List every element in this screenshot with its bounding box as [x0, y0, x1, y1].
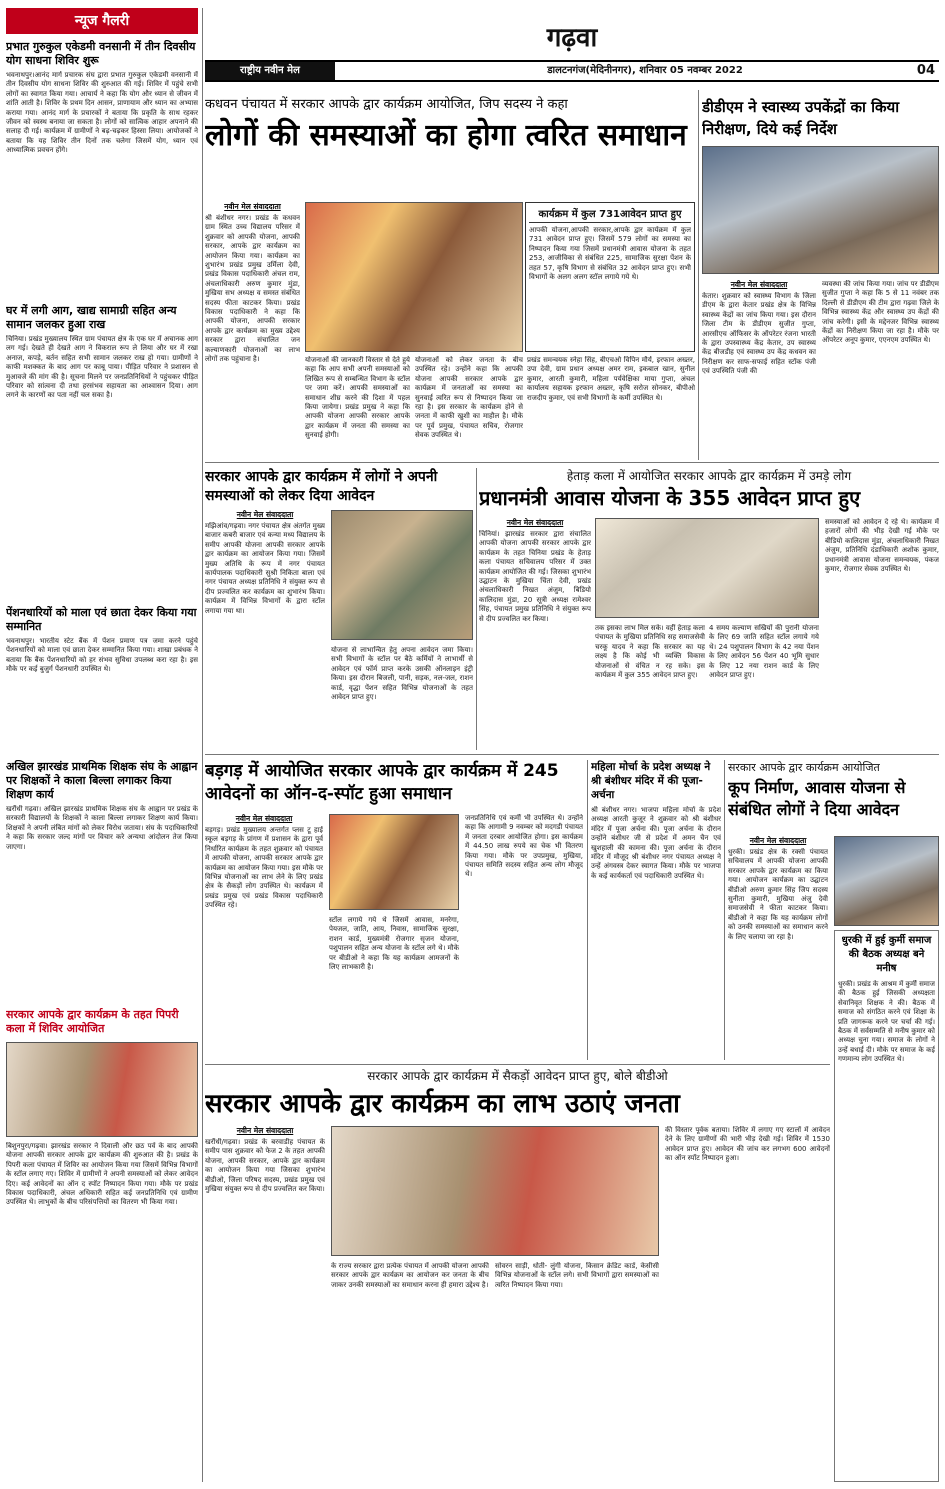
pmay-headline: प्रधानमंत्री आवास योजना के 355 आवेदन प्राप्त हुए — [479, 486, 861, 510]
sidebar-story-teachers-headline: अखिल झारखंड प्राथमिक शिक्षक संघ के आह्वान पर शिक्षकों ने काला बिल्ला लगाकर किया शिक्षण कार्य — [6, 760, 198, 801]
ddm-story — [702, 96, 939, 456]
samasya-col1-text: मझिआंव/गढ़वा। नगर पंचायत क्षेत्र अंतर्गत मुख्य बाजार कबरी बाजार एवं कन्या मध्य विद्यालय के समीप आपकी योजना आपकी सरकार आपके द्वार कार्यक्रम का आयोजन किया गया। जिसमें मुख्य अतिथि के रूप में नगर पंचायत कार्यपालक पदाधिकारी सुश्री निकिता बाला एवं नगर पंचायत अध्यक्ष प्रतिनिधि ने संयुक्त रूप से दीप प्रज्वलित कर कार्यक्रम का शुभारंभ किया। कार्यक्रम में विभिन्न विभागों के द्वारा स्टॉल लगाया गया था। — [205, 522, 325, 615]
lead-kicker: कधवन पंचायत में सरकार आपके द्वार कार्यक्रम आयोजित, जिप सदस्य ने कहा — [205, 97, 568, 112]
bottom-col2: के राज्य सरकार द्वारा प्रत्येक पंचायत में आपकी योजना आपकी सरकार आपके द्वार कार्यक्रम का आयोजन कर जनता के बीच जाकर उनकी समस्याओं का समाधान करना ही हमारा उद्देश्य है। — [331, 1262, 489, 1289]
dateline: डालटनगंज(मेदिनीनगर), शनिवार 05 नवम्बर 2022 — [547, 65, 743, 76]
ddm-col1-text: केतार। शुक्रवार को स्वास्थ्य विभाग के जिला डीएम के द्वारा केतार प्रखंड क्षेत्र के विभिन्न स्वास्थ्य केंद्रों का जांच किया गया। इस दौरान जिला टीम के डीडीएम सुजीत गुप्ता, आरसीएच ऑफिसर के ऑपरेटर रंजना भारती के द्वारा उपस्वास्थ्य केंद्र केतार, उप स्वास्थ्य केंद्र बीजडीह एवं स्वास्थ्य उप केंद्र कधवन का निरीक्षण कर साफ-सफाई सहित स्टॉक पंजी एवं उपस्थिति पंजी की — [702, 292, 816, 376]
mid-divider-3 — [724, 760, 725, 1060]
lead-col2: योजनाओं की जानकारी विस्तार से देते हुये कहा कि आप सभी अपनी समस्याओं को लिखित रूप से सम्बन्धित विभाग के स्टॉल पर जमा करें। आपकी समस्याओं का समाधान शीघ्र करने की दिशा में पहल किया जायेगा। प्रखंड प्रमुख ने कहा कि आपकी योजना आपकी सरकार आपके द्वार कार्यक्रम में जनता की समस्या का सुनवाई होगी। — [305, 356, 410, 440]
mahila-story — [591, 760, 721, 1060]
sidebar-story-fire — [6, 304, 198, 604]
page-number: 04 — [916, 63, 935, 78]
lead-col1-text: श्री बंशीधर नगर। प्रखंड के कधवन ग्राम स्थित उच्च विद्यालय परिसर में शुक्रवार को आपकी योजना, आपकी सरकार, आपके द्वार कार्यक्रम का आयोजन किया गया। कार्यक्रम का शुभारंभ प्रखंड प्रमुख उर्मिला देवी, प्रखंड विकास पदाधिकारी अंचल राम, अंचलाधिकारी अरुण कुमार मुंडा, मुखिया सभ अध्यक्ष व समस्त संबंधित सदस्य फीता काटकर किया। प्रखंड विकास पदाधिकारी ने कहा कि आपकी योजना, आपकी सरकार आपके द्वार कार्यक्रम का मुख्य उद्देश्य सरकार द्वारा संचालित जन कल्याणकारी योजनाओं का लाभ लोगों तक पहुंचाना है। — [205, 214, 300, 364]
lead-photo — [305, 202, 523, 352]
bottom-headline: सरकार आपके द्वार कार्यक्रम का लाभ उठाएं जनता — [205, 1089, 680, 1119]
sidebar-story-pension — [6, 606, 198, 776]
pmay-col4: 4 समय कल्याण सखियों की पुरानी योजना के लिए 69 जाति सहित स्टॉल लगाये गये थे। 24 पशुपालन विभाग के 42 नया पेंशन के लिए आवेदन 56 पेंशन 40 भूमि सुधार के लिए 12 नया राशन कार्ड के लिए आवेदन प्राप्त हुए। — [709, 624, 819, 680]
badgad-col3: जनप्रतिनिधि एवं कर्मी भी उपस्थित थे। उन्होंने कहा कि आगामी 9 नवम्बर को मदगडी पंचायत में जनता दरबार आयोजित होगा। इस कार्यक्रम में 44.50 लाख रुपये का चेक भी वितरण किया गया। मौके पर उपप्रमुख, मुखिया, पंचायत समिति सदस्य सहित अन्य लोग मौजूद थे। — [465, 814, 583, 879]
sidebar-story-pension-headline: पेंशनधारियों को माला एवं छाता देकर किया गया सम्मानित — [6, 606, 197, 633]
samasya-headline: सरकार आपके द्वार कार्यक्रम में लोगों ने अपनी समस्याओं को लेकर दिया आवेदन — [205, 469, 438, 504]
sidebar-story-pension-body: भवनाथपुर। भारतीय स्टेट बैंक में पेंशन प्रमाण पत्र जमा करने पहुंचे पेंशनधारियों को माला एवं छाता देकर सम्मानित किया गया। शाखा प्रबंधक ने बताया कि बैंक पेंशनधारियों को हर संभव सुविधा उपलब्ध करा रहा है। इस मौके पर कई बुजुर्ग पेंशनधारी उपस्थित थे। — [6, 637, 198, 674]
ddm-byline: नवीन मेल संवाददाता — [730, 280, 788, 289]
mid-rule — [205, 754, 939, 755]
badgad-headline: बड़गड़ में आयोजित सरकार आपके द्वार कार्यक्रम में 245 आवेदनों का ऑन-द-स्पॉट हुआ समाधान — [205, 761, 559, 804]
sidebar-story-yoga — [6, 40, 198, 340]
kup-col1-text: धुरकी। प्रखंड क्षेत्र के रक्सी पंचायत सचिवालय में आपकी योजना आपकी सरकार आपके द्वार कार्यक्रम का किया गया। आयोजन कार्यक्रम का उद्घाटन बीडीओ अरुण कुमार सिंह जिप सदस्य सुनीता कुमारी, मुखिया अंजु देवी समाजसेवी ने फीता काटकर किया। बीडीओ ने कहा कि यह कार्यक्रम लोगों को उनकी समस्याओं का समाधान करने के लिए चलाया जा रहा है। — [728, 848, 828, 941]
lead-byline: नवीन मेल संवाददाता — [224, 202, 281, 211]
mid-divider-2 — [587, 760, 588, 1060]
pmay-col1-text: चिनियां। झारखंड सरकार द्वारा संचालित आपकी योजना आपकी सरकार आपके द्वार कार्यक्रम के तहत चिनिया प्रखंड के हेताड़ कला पंचायत सचिवालय परिसर में उक्त कार्यक्रम आयोजित की गई। जिसका शुभारंभ उद्घाटन के मुखिया चिंता देवी, प्रखंड अंचलाधिकारी निखत अंजुम, बिडियो कालिदास मुंडा, 20 सूत्री अध्यक्ष रामेश्वर सिंह, पंचायत प्रमुख प्रतिनिधि ने संयुक्त रूप से दीप प्रज्वलित कर किया। — [479, 530, 591, 623]
mahila-body: श्री बंशीधर नगर। भाजपा महिला मोर्चा के प्रदेश अध्यक्ष आरती कुजूर ने शुक्रवार को श्री बंशीधर मंदिर में पूजा अर्चना की। पूजा अर्चना के दौरान उन्होंने बंशीधर जी से प्रदेश में अमन चैन एवं खुशहाली की कामना की। पूजा अर्चना के दौरान मंदिर में मौजूद श्री बंशीधर नगर पंचायत अध्यक्ष ने उन्हें अंगवस्त्र देकर स्वागत किया। मौके पर भाजपा के कई कार्यकर्ता एवं पदाधिकारी उपस्थित थे। — [591, 806, 721, 880]
bottom-story — [205, 1068, 830, 1482]
ddm-col1 — [702, 280, 816, 454]
sidebar-divider — [202, 8, 203, 1482]
badgad-story — [205, 760, 583, 1060]
masthead-bar — [205, 60, 939, 82]
sidebar-story-teachers — [6, 760, 198, 980]
sidebar-story-teachers-body: खरौंधी गढ़वा। अखिल झारखंड प्राथमिक शिक्षक संघ के आह्वान पर प्रखंड के सरकारी विद्यालयों के शिक्षकों ने काला बिल्ला लगाकर शिक्षण कार्य किया। शिक्षकों ने अपनी लंबित मांगों को लेकर विरोध जताया। संघ के पदाधिकारियों ने कहा कि सरकार जल्द मांगों पर विचार करे अन्यथा आंदोलन तेज किया जाएगा। — [6, 805, 198, 851]
kup-byline: नवीन मेल संवाददाता — [749, 836, 807, 845]
count-box-title: कार्यक्रम में कुल 731आवेदन प्राप्त हुए — [529, 206, 691, 223]
bottom-col3: सोवरन साड़ी, धोती- लुंगी योजना, किसान क्रेडिट कार्ड, केसीसी विभिन्न योजनाओं के स्टॉल लगे। सभी विभागों द्वारा समस्याओं का त्वरित निष्पादन किया गया। — [495, 1262, 659, 1289]
samasya-byline: नवीन मेल संवाददाता — [236, 510, 294, 519]
kup-photo — [834, 836, 939, 926]
pmay-photo — [595, 518, 819, 618]
bottom-col4: की विस्तार पूर्वक बताया। शिविर में लगाए गए स्टालों में आवेदन देने के लिए ग्रामीणों की भारी भीड़ देखी गई। शिविर में 1530 आवेदन प्राप्त हुए। आवेदन की जांच कर लगभग 600 आवेदनों का ऑन स्पॉट निष्पादन हुआ। — [665, 1126, 830, 1163]
kurmi-story — [834, 930, 939, 1482]
top-divider — [205, 462, 939, 463]
mahila-headline: महिला मोर्चा के प्रदेश अध्यक्ष ने श्री बंशीधर मंदिर में की पूजा-अर्चना — [591, 761, 711, 801]
top-col-divider — [698, 90, 699, 460]
lead-col1 — [205, 202, 300, 454]
pmay-story — [479, 468, 939, 750]
kurmi-headline: धुरकी में हुई कुर्मी समाज की बैठक अध्यक्ष बने मनीष — [841, 935, 932, 974]
sidebar-story-pipri-headline: सरकार आपके द्वार कार्यक्रम के तहत पिपरी कला में शिविर आयोजित — [6, 1008, 179, 1035]
samasya-photo — [331, 510, 473, 640]
lead-headline: लोगों की समस्याओं का होगा त्वरित समाधान — [205, 118, 687, 153]
pmay-col2: तक इसका लाभ मिल सके। वहीं हेताड़ कला पंचायत के मुखिया प्रतिनिधि सह समाजसेवी चरकू यादव ने कहा कि सरकार का यह लक्ष्य है कि कोई भी व्यक्ति विकास योजनाओं से वंचित न रह सके। इस कार्यक्रम में कुल 355 आवेदन प्राप्त हुए। — [595, 624, 705, 680]
sidebar-story-yoga-body: भवनाथपुर।आनंद मार्ग प्रचारक संघ द्वारा प्रभात गुरुकुल एकेडमी वनसानी में तीन दिवसीय योग साधना शिविर की शुरुआत की गई। शिविर में पहुंचे सभी लोगों का स्वागत किया गया। आचार्य ने कहा कि योग और ध्यान से जीवन में शांति आती है। शिविर के प्रथम दिन आसन, प्राणायाम और ध्यान का अभ्यास कराया गया। आनंद मार्ग के प्रचारकों ने बताया कि प्रकृति के साथ रहकर जीवन को स्वस्थ बनाया जा सकता है। लोगों को सात्विक आहार अपनाने की सलाह दी गई। कार्यक्रम में ग्रामीणों ने बढ़-चढ़कर हिस्सा लिया। आयोजकों ने बताया कि यह शिविर तीन दिनों तक चलेगा जिसमें योग, ध्यान एवं आध्यात्मिक प्रवचन होंगे। — [6, 71, 198, 155]
count-box-body: आपकी योजना,आपकी सरकार,आपके द्वार कार्यक्रम में कुल 731 आवेदन प्राप्त हुए। जिसमें 579 लोगों का समस्या का निष्पादन किया गया जिसमें प्रधानमंत्री आवास योजना के तहत 253, आजीविका से संबंधित 225, सामाजिक सुरक्षा पेंशन के तहत 57, कृषि विभाग से संबंधित 32 आवेदन प्राप्त हुए। सभी विभागों के अलग अलग स्टॉल लगाये गये थे। — [529, 226, 691, 282]
bottom-col1 — [205, 1126, 325, 1480]
kurmi-body: धुरकी। प्रखंड के आश्रम में कुर्मी समाज की बैठक हुई जिसकी अध्यक्षता सेवानिवृत शिक्षक ने की। बैठक में समाज को संगठित करने एवं शिक्षा के प्रति जागरूक करने पर चर्चा की गई। बैठक में सर्वसम्मति से मनीष कुमार को अध्यक्ष चुना गया। समाज के लोगों ने उन्हें बधाई दी। मौके पर समाज के कई गणमान्य लोग उपस्थित थे। — [838, 980, 935, 1064]
bottom-col1-text: खरौंधी/गढ़वा। प्रखंड के बरवाडीह पंचायत के समीप पास शुक्रवार को फेज 2 के तहत आपकी योजना, आपकी सरकार, आपके द्वार कार्यक्रम का आयोजन किया गया जिसका शुभारंभ बीडीओ, जिला परिषद सदस्य, प्रखंड प्रमुख एवं मुखिया संयुक्त रूप से दीप प्रज्वलित कर किया। — [205, 1138, 325, 1194]
pmay-col3: समस्याओं को आवेदन दे रहे थे। कार्यक्रम में हजारों लोगों की भीड़ देखी गई मौके पर बीडियो कालिदास मुंडा, अंचलाधिकारी निखत अंजुम, प्रतिनिधि दंडाधिकारी अशोक कुमार, प्रधानमंत्री आवास योजना समन्वयक, पंकज कुमार, रोजगार सेवक उपस्थित थे। — [825, 518, 939, 574]
lead-col3: योजनाओं को लेकर जनता के बीच उपस्थित रहे। उन्होंने कहा कि आपकी योजना आपकी सरकार आपके द्वार कार्यक्रम में जनताओं का समस्या का सुनवाई त्वरित रूप से निष्पादन किया जा रहा है। इस सरकार के कार्यक्रम होने से जनता में काफी खुशी का माहौल है। मौके पर पूर्व प्रमुख, पंचायत सचिव, रोजगार सेवक उपस्थित थे। — [415, 356, 523, 440]
samasya-col1 — [205, 510, 325, 748]
paper-name: राष्ट्रीय नवीन मेल — [205, 62, 335, 80]
sidebar-story-fire-headline: घर में लगी आग, खाद्य सामाग्री सहित अन्य सामान जलकर हुआ राख — [6, 304, 177, 331]
sidebar-story-yoga-headline: प्रभात गुरुकुल एकेडमी वनसानी में तीन दिवसीय योग साधना शिविर शुरू — [6, 40, 196, 67]
bottom-photo — [331, 1126, 659, 1256]
badgad-photo — [329, 814, 459, 910]
ddm-col2: व्यवस्था की जांच किया गया। जांच पर डीडीएम सुजीत गुप्ता ने कहा कि 5 से 11 नवंबर तक दिल्ली से डीडीएम की टीम द्वारा गढ़वा जिले के विभिन्न स्वास्थ्य केंद्र और स्वास्थ्य उप केंद्रों की जांच करेगी। इसी के मद्देनजर विभिन्न स्वास्थ्य केंद्रों का निरीक्षण किया जा रहा है। मौके पर ऑपरेटर अनूप कुमार, एएनएम उपस्थित थे। — [822, 280, 939, 345]
lead-col4: प्रखंड समन्वयक स्नेहा सिंह, बीएचओ विपिन मौर्य, इरफान अख्तर, उपा देवी, ग्राम प्रधान अध्यक्ष अमर राम, इकबाल खान, सुनील कुमार, आरती कुमारी, महिला पर्यवेक्षिका माया गुप्ता, अंचल कार्यालय सहायक इरफान अख्तर, कृषि सरोज सोनकर, बीपीओ राजदीप कुमार, एवं सभी विभागों के कर्मी उपस्थित थे। — [527, 356, 695, 402]
lead-story — [205, 96, 695, 456]
sidebar-story-pipri — [6, 1008, 198, 1482]
ddm-headline: डीडीएम ने स्वास्थ्य उपकेंद्रों का किया निरीक्षण, दिये कई निर्देश — [702, 98, 900, 138]
news-gallery-sidebar — [6, 8, 198, 1482]
section-title: गढ़वा — [546, 23, 598, 53]
kup-kicker: सरकार आपके द्वार कार्यक्रम आयोजित — [728, 761, 880, 774]
badgad-col1 — [205, 814, 323, 1058]
samasya-story — [205, 468, 473, 750]
kup-col1 — [728, 836, 828, 1058]
pmay-col1 — [479, 518, 591, 748]
mid-divider-1 — [476, 468, 477, 750]
bottom-rule — [205, 1064, 830, 1065]
sidebar-story-pipri-body: बिशुनपुरा/गढ़वा। झारखंड सरकार ने दिवाली और छठ पर्व के बाद आपकी योजना आपकी सरकार आपके द्वार कार्यक्रम की शुरुआत की है। प्रखंड के पिपरी कला पंचायत में शिविर का आयोजन किया गया जिसमें विभिन्न विभागों के स्टॉल लगाए गए। शिविर में ग्रामीणों ने अपनी समस्याओं को लेकर आवेदन दिए। कई आवेदनों का ऑन द स्पॉट निष्पादन किया गया। मौके पर प्रखंड विकास पदाधिकारी, अंचल अधिकारी सहित कई जनप्रतिनिधि एवं ग्रामीण उपस्थित थे। लाभुकों के बीच परिसंपत्तियों का वितरण भी किया गया। — [6, 1142, 198, 1207]
bottom-byline: नवीन मेल संवाददाता — [236, 1126, 294, 1135]
count-box — [525, 202, 695, 352]
pmay-kicker: हेताड़ कला में आयोजित सरकार आपके द्वार कार्यक्रम में उमड़े लोग — [566, 469, 852, 483]
sidebar-story-fire-body: चिनिया। प्रखंड मुख्यालय स्थित ग्राम पंचायत क्षेत्र के एक घर में अचानक आग लग गई। देखते ही देखते आग ने विकराल रूप ले लिया और घर में रखा अनाज, कपड़े, बर्तन सहित सभी सामान जलकर राख हो गया। ग्रामीणों ने काफी मशक्कत के बाद आग पर काबू पाया। पीड़ित परिवार ने प्रशासन से मुआवजे की मांग की है। सूचना मिलने पर जनप्रतिनिधियों ने पहुंचकर पीड़ित परिवार को सांत्वना दी तथा हरसंभव सहायता का आश्वासन दिया। आग लगने के कारणों का पता नहीं चल सका है। — [6, 335, 198, 400]
badgad-col2: स्टॉल लगाये गये थे जिसमें आवास, मनरेगा, पेयजल, जाति, आय, निवास, सामाजिक सुरक्षा, राशन कार्ड, मुख्यमंत्री रोजगार सृजन योजना, पशुपालन सहित अन्य योजना के स्टॉल लगे थे। मौके पर बीडीओ ने कहा कि यह कार्यक्रम आमजनों के लिए लाभकारी है। — [329, 916, 459, 972]
samasya-col2: योजना से लाभान्वित हेतु अपना आवेदन जमा किया। सभी विभागों के स्टॉल पर बैठे कर्मियों ने लाभार्थी से आवेदन एवं फॉर्म प्राप्त करके उसकी ऑनलाइन इंट्री किया। इस दौरान बिजली, पानी, सड़क, नल-जल, राशन कार्ड, वृद्धा पेंशन सहित विभिन्न योजनाओं के तहत आवेदन प्राप्त हुए। — [331, 646, 473, 702]
pmay-byline: नवीन मेल संवाददाता — [506, 518, 564, 527]
ddm-photo — [702, 146, 939, 274]
sidebar-pipri-photo — [6, 1042, 198, 1137]
kup-headline: कूप निर्माण, आवास योजना से संबंधित लोगों ने दिया आवेदन — [728, 778, 906, 819]
badgad-byline: नवीन मेल संवाददाता — [235, 814, 293, 823]
news-gallery-title: न्यूज गैलरी — [6, 8, 198, 34]
badgad-col1-text: बड़गड़। प्रखंड मुख्यालय अन्तर्गत प्लस टू हाई स्कूल बड़गड़ के प्रांगण में प्रशासन के द्वारा पूर्व निर्धारित कार्यक्रम के तहत शुक्रवार को पंचायत में आपकी योजना, आपकी सरकार आपके द्वार कार्यक्रम का आयोजन किया गया। इस मौके पर विभिन्न योजनाओं का लाभ लेने के लिए प्रखंड क्षेत्र के सैकड़ों लोग उपस्थित थे। कार्यक्रम में प्रखंड प्रमुख एवं प्रखंड विकास पदाधिकारी उपस्थित रहे। — [205, 826, 323, 910]
bottom-kicker: सरकार आपके द्वार कार्यक्रम में सैकड़ों आवेदन प्राप्त हुए, बोले बीडीओ — [367, 1069, 668, 1083]
